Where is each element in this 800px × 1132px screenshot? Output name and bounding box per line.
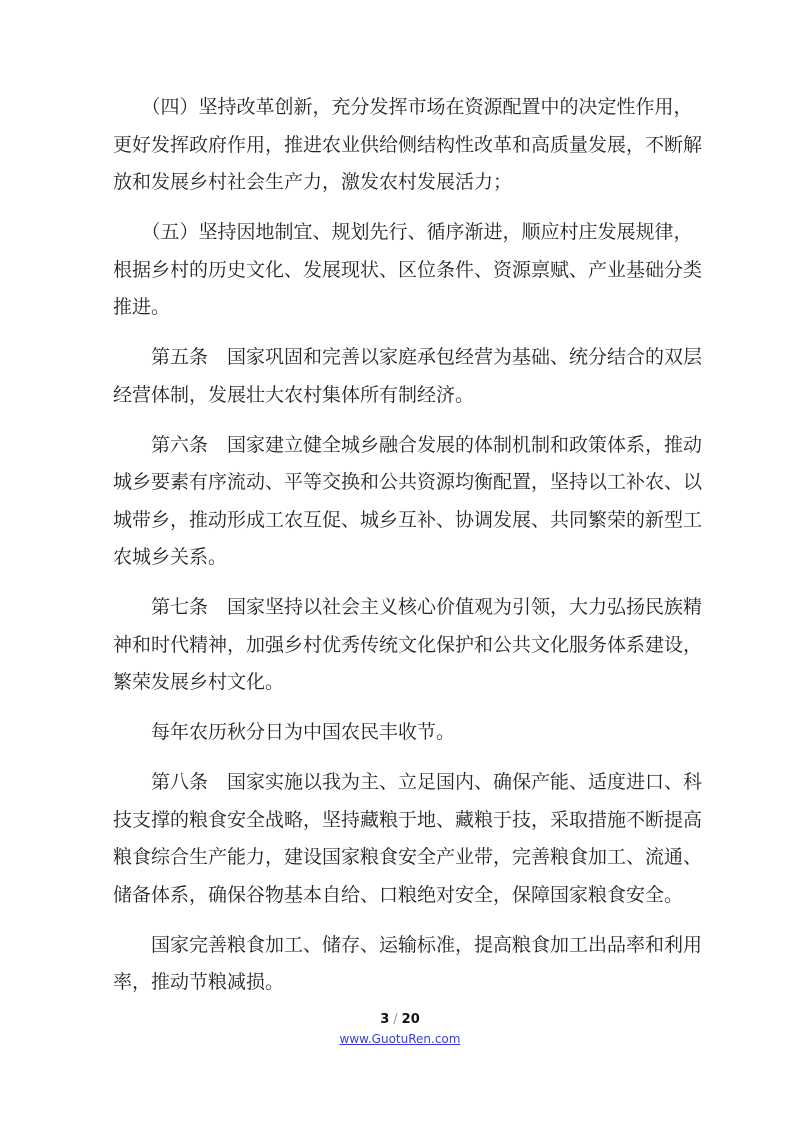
text-line: 每年农历秋分日为中国农民丰收节。 [113,721,456,743]
text-line: 第八条 国家实施以我为主、立足国内、确保产能、适度进口、科 [113,771,703,793]
text-line: （五）坚持因地制宜、规划先行、循序渐进，顺应村庄发展规律， [113,221,693,243]
current-page: 3 [380,1012,390,1027]
footer-site [0,1032,800,1046]
text-line: 更好发挥政府作用，推进农业供给侧结构性改革和高质量发展，不断解 [113,133,703,156]
text-line: 经营体制，发展壮大农村集体所有制经济。 [113,383,475,406]
page-separator: / [393,1012,398,1027]
text-line: 神和时代精神，加强乡村优秀传统文化保护和公共文化服务体系建设， [113,633,703,656]
document-body [113,89,703,1014]
text-line: 第六条 国家建立健全城乡融合发展的体制机制和政策体系，推动 [113,433,703,456]
text-line: 农城乡关系。 [113,546,228,568]
text-line: 第五条 国家巩固和完善以家庭承包经营为基础、统分结合的双层 [113,346,703,368]
paragraph [113,339,703,414]
paragraph [113,89,703,202]
text-line: 率，推动节粮减损。 [113,971,285,993]
text-line: 推进。 [113,296,171,318]
paragraph [113,589,703,702]
paragraph [113,427,703,577]
paragraph [113,764,703,914]
text-line: 放和发展乡村社会生产力，激发农村发展活力； [113,171,513,193]
text-line: 第七条 国家坚持以社会主义核心价值观为引领，大力弘扬民族精 [113,596,703,618]
total-pages: 20 [401,1012,420,1027]
paragraph [113,714,690,752]
page-number [0,1012,800,1027]
paragraph [113,927,703,1002]
text-line: （四）坚持改革创新，充分发挥市场在资源配置中的决定性作用， [113,96,693,118]
text-line: 技支撑的粮食安全战略，坚持藏粮于地、藏粮于技，采取措施不断提高 [113,808,703,831]
text-line: 繁荣发展乡村文化。 [113,671,285,693]
text-line: 城乡要素有序流动、平等交换和公共资源均衡配置，坚持以工补农、以 [113,471,703,493]
text-line: 城带乡，推动形成工农互促、城乡互补、协调发展、共同繁荣的新型工 [113,508,703,531]
text-line: 根据乡村的历史文化、发展现状、区位条件、资源禀赋、产业基础分类 [113,258,703,281]
site-link[interactable]: www.GuotuRen.com [339,1032,461,1046]
text-line: 国家完善粮食加工、储存、运输标准，提高粮食加工出品率和利用 [113,933,703,956]
text-line: 储备体系，确保谷物基本自给、口粮绝对安全，保障国家粮食安全。 [113,883,684,906]
paragraph [113,214,703,327]
text-line: 粮食综合生产能力，建设国家粮食安全产业带，完善粮食加工、流通、 [113,846,703,868]
